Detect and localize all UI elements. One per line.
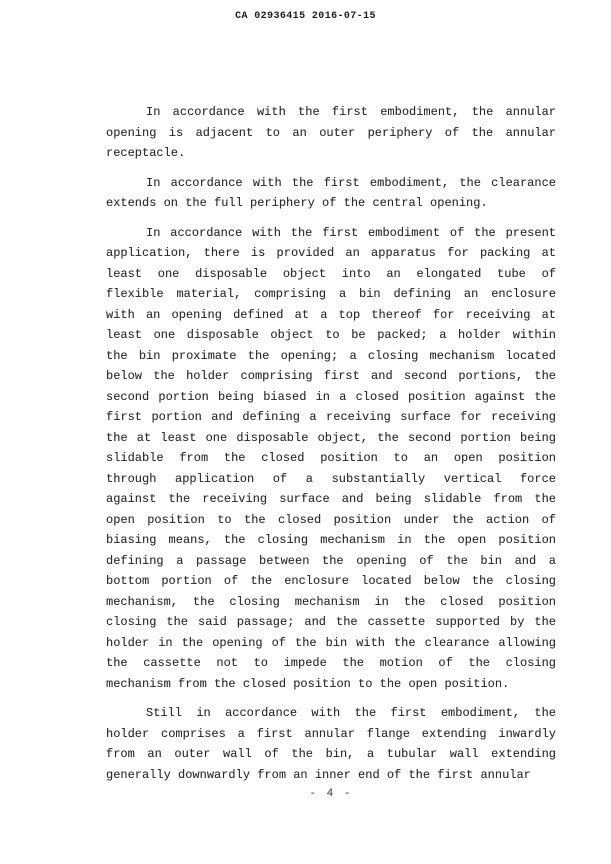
text-line: In accordance with the first embodiment, the annular	[146, 105, 556, 119]
text-line: the cassette not to impede the motion of the closing	[106, 656, 556, 670]
text-line: from an outer wall of the bin, a tubular wall extending	[106, 747, 556, 761]
text-line: closing the said passage; and the cassette supported by the	[106, 615, 556, 629]
text-line: extends on the full periphery of the central opening.	[106, 196, 488, 210]
text-line: through application of a substantially vertical force	[106, 471, 556, 486]
text-line: flexible material, comprising a bin defining an enclosure	[106, 287, 556, 301]
text-line: slidable from the closed position to an open position	[106, 451, 556, 465]
text-line: first portion and defining a receiving surface for receiving	[106, 410, 556, 424]
text-line: Still in accordance with the first embodiment, the	[146, 706, 556, 720]
text-line: the at least one disposable object, the second portion being	[106, 430, 556, 445]
document-body	[106, 102, 556, 794]
paragraph	[106, 102, 556, 164]
text-line: open position to the closed position under the action of	[106, 512, 556, 527]
text-line: bottom portion of the enclosure located below the closing	[106, 574, 556, 588]
text-line: defining a passage between the opening of the bin and a	[106, 553, 556, 568]
text-line: least one disposable object into an elongated tube of	[106, 266, 556, 281]
text-line: mechanism, the closing mechanism in the closed position	[106, 594, 556, 609]
text-line: below the holder comprising first and second portions, the	[106, 369, 556, 383]
text-line: with an opening defined at a top thereof for receiving at	[106, 307, 556, 322]
text-line: least one disposable object to be packed; a holder within	[106, 328, 556, 342]
paragraph	[106, 703, 556, 785]
patent-publication-header: CA 02936415 2016-07-15	[235, 11, 376, 22]
text-line: holder in the opening of the bin with the clearance allowing	[106, 635, 556, 650]
text-line: generally downwardly from an inner end of the first annular	[106, 767, 531, 782]
text-line: In accordance with the first embodiment of the present	[146, 225, 556, 240]
page-number: - 4 -	[309, 788, 353, 800]
paragraph	[106, 173, 556, 214]
text-line: mechanism from the closed position to the open position.	[106, 676, 510, 691]
text-line: the bin proximate the opening; a closing mechanism located	[106, 348, 556, 363]
text-line: receptacle.	[106, 146, 186, 160]
text-line: second portion being biased in a closed position against the	[106, 389, 556, 404]
text-line: In accordance with the first embodiment, the clearance	[146, 175, 556, 190]
text-line: opening is adjacent to an outer periphery of the annular	[106, 125, 556, 140]
paragraph	[106, 223, 556, 695]
text-line: against the receiving surface and being slidable from the	[106, 492, 556, 506]
text-line: holder comprises a first annular flange extending inwardly	[106, 726, 556, 741]
text-line: application, there is provided an apparatus for packing at	[106, 246, 556, 260]
text-line: biasing means, the closing mechanism in the open position	[106, 533, 556, 547]
